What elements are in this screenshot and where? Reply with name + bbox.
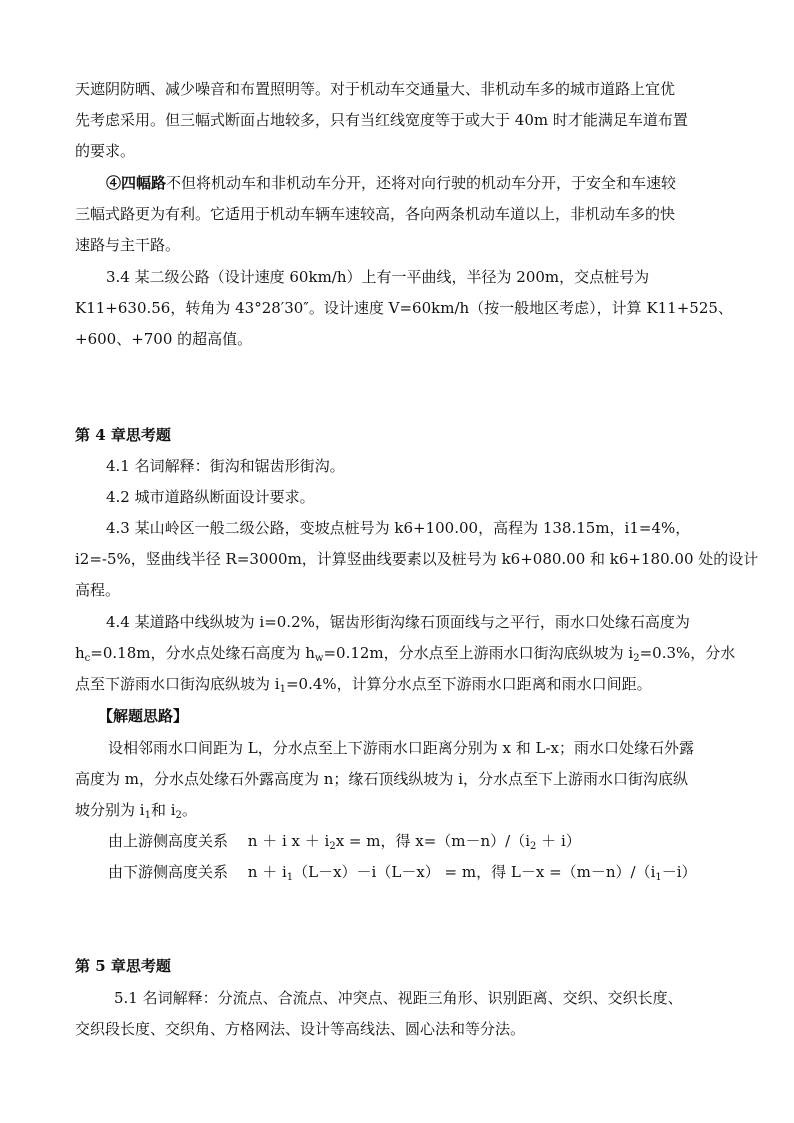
question-4-4-cont: $h_c=0.18m$，分水点处缘石高度为 $h_w=0.12m$，分水点至上游雨水口街沟底纵坡为 $i_2=0.3\%$，分水 [75, 644, 736, 664]
paragraph-text: 的要求。 [75, 142, 136, 160]
chapter-4-heading: 第 4 章思考题 [75, 426, 171, 444]
chapter-5-heading: 第 5 章思考题 [75, 957, 171, 975]
question-4-4: 4.4 某道路中线纵坡为 i=0.2%，锯齿形街沟缘石顶面线与之平行，雨水口处缘石高度为 [106, 613, 690, 631]
question-3-4-cont: K11+630.56，转角为 43°28′30″。设计速度 V=60km/h（按一般地区考虑），计算 K11+525、 [75, 299, 733, 317]
question-3-4-cont: +600、+700 的超高值。 [75, 330, 253, 348]
equation-upstream: 由上游侧高度关系 n ＋ i $x + i_2x = m$，得 $x=(m-n)/(i_2 + i)$ [108, 832, 581, 852]
question-4-3: 4.3 某山岭区一般二级公路，变坡点桩号为 k6+100.00，高程为 138.15m，i1=4%， [106, 519, 691, 537]
question-4-3-cont: 高程。 [75, 581, 121, 599]
question-4-1: 4.1 名词解释：街沟和锯齿形街沟。 [106, 457, 345, 475]
question-5-1-cont: 交织段长度、交织角、方格网法、设计等高线法、圆心法和等分法。 [75, 1020, 526, 1038]
paragraph-text: 天遮阴防晒、减少噪音和布置照明等。对于机动车交通量大、非机动车多的城市道路上宜优 [75, 80, 676, 98]
paragraph-text: 不但将机动车和非机动车分开，还将对向行驶的机动车分开，于安全和车速较 [166, 174, 677, 192]
question-3-4: 3.4 某二级公路（设计速度 60km/h）上有一平曲线，半径为 200m，交点桩号为 [106, 268, 650, 286]
bold-term: ④四幅路 [106, 174, 167, 192]
paragraph-text: 先考虑采用。但三幅式断面占地较多，只有当红线宽度等于或大于 40m 时才能满足车道布置 [75, 111, 688, 129]
equation-downstream: 由下游侧高度关系 $n + i_1(L-x)-i(L-x) = m$，得 $L-x =(m-n)/(i_1-i)$ [108, 863, 697, 883]
question-4-4-cont: 点至下游雨水口街沟底纵坡为 $i_1=0.4\%$，计算分水点至下游雨水口距离和雨水口间距。 [75, 675, 652, 695]
question-5-1: 5.1 名词解释：分流点、合流点、冲突点、视距三角形、识别距离、交织、交织长度、 [114, 989, 683, 1007]
paragraph-text: 速路与主干路。 [75, 236, 181, 254]
paragraph-text: 三幅式路更为有利。它适用于机动车辆车速较高，各向两条机动车道以上，非机动车多的快 [75, 205, 676, 223]
solution-text: 高度为 m，分水点处缘石外露高度为 n；缘石顶线纵坡为 i，分水点至下上游雨水口街沟底纵 [75, 770, 688, 788]
question-4-3-cont: i2=-5%，竖曲线半径 R=3000m，计算竖曲线要素以及桩号为 k6+080.00 和 k6+180.00 处的设计 [75, 550, 759, 568]
solution-heading: 【解题思路】 [98, 707, 189, 725]
question-4-2: 4.2 城市道路纵断面设计要求。 [106, 488, 315, 506]
solution-text: 坡分别为 $i_1$和 $i_2$。 [75, 801, 197, 821]
paragraph-four-lane-road [106, 172, 676, 194]
solution-text: 设相邻雨水口间距为 L，分水点至上下游雨水口距离分别为 x 和 L-x；雨水口处缘石外露 [108, 739, 694, 757]
